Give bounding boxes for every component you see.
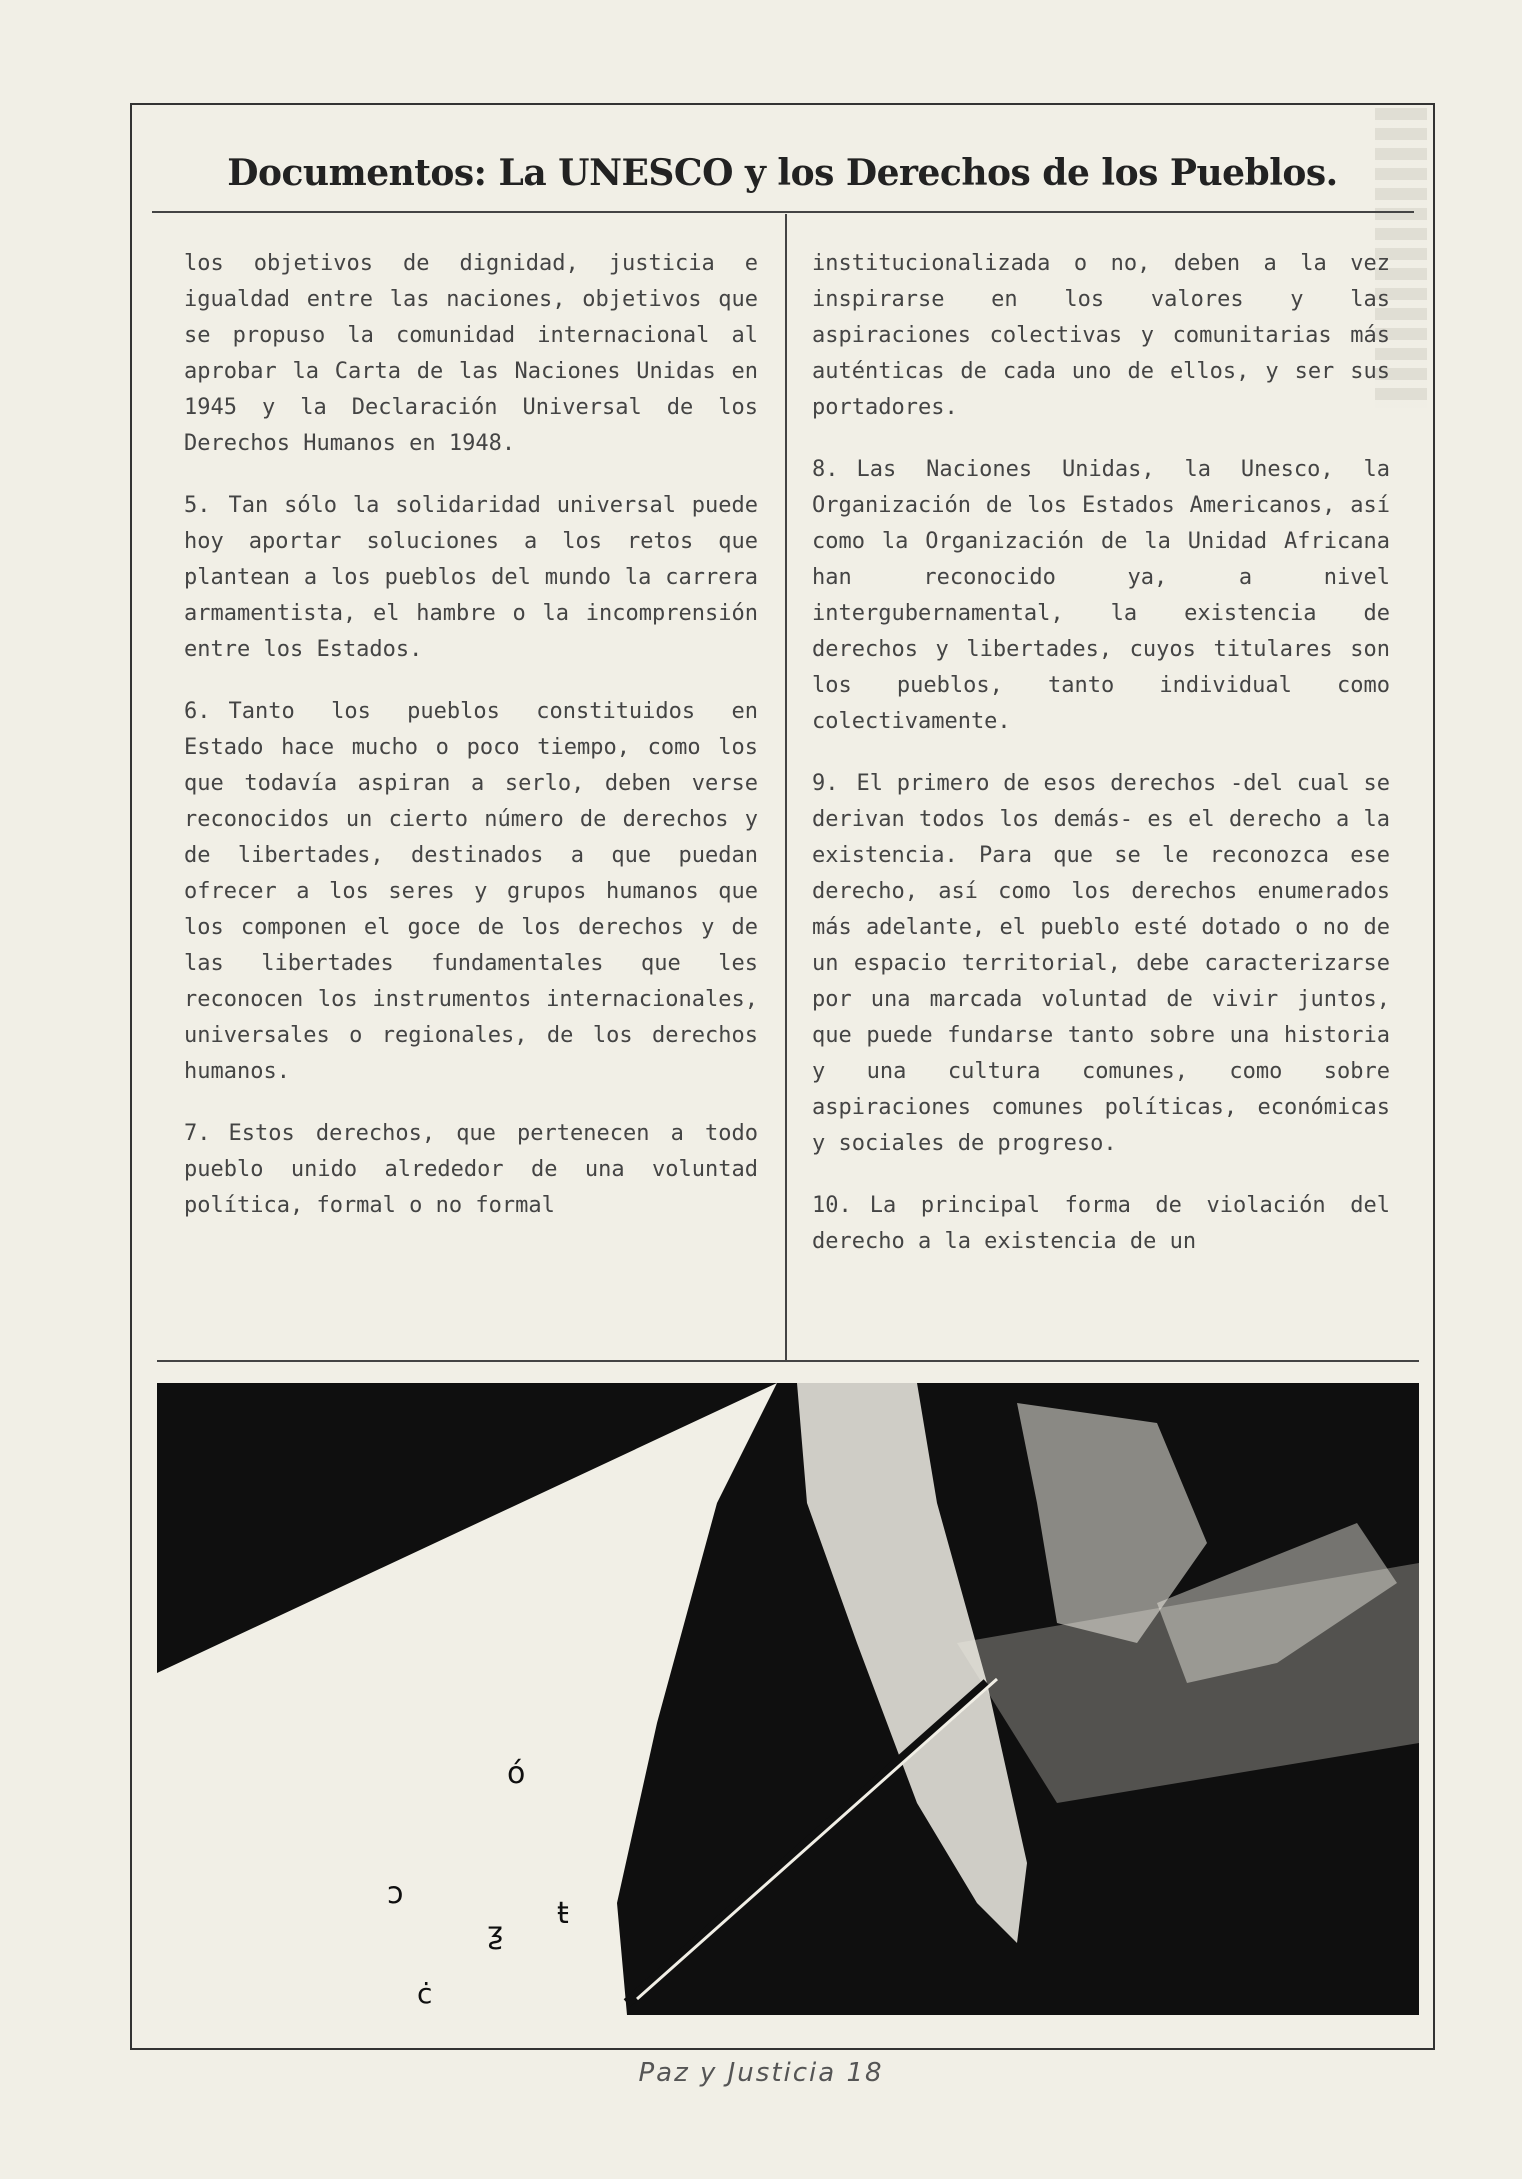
handwriting-mark: ƺ [487,1916,503,1951]
paragraph-text: Tan sólo la solidaridad universal puede hoy aportar soluciones a los retos que plantean a los pueblos del mundo la carrera armamentista, el hambre o la incomprensión entre los Estados. [184,493,758,662]
paragraph-7 [184,1116,758,1224]
handwriting-mark: ŧ [557,1896,569,1931]
paragraph-number: 10. [812,1193,852,1218]
paragraph-text: Las Naciones Unidas, la Unesco, la Organización de los Estados Americanos, así como la Organización de la Unidad Africana han reconocido ya, a nivel intergubernamental, la existencia de derechos y libertades, cuyos titulares son los pueblos, tanto individual como colectivamente. [812,457,1390,734]
handwriting-mark: ó [507,1756,526,1791]
title-rule [152,211,1414,213]
column-divider [785,214,787,1362]
handwriting-mark: ċ [417,1977,433,2010]
paragraph-number: 6. [184,699,211,724]
paragraph-8 [812,452,1390,740]
halftone-photo [157,1383,1419,2015]
paragraph-number: 5. [184,493,211,518]
paragraph-continuation: institucionalizada o no, deben a la vez inspirarse en los valores y las aspiraciones colectivas y comunitarias más auténticas de cada uno de ellos, y ser sus portadores. [812,251,1390,420]
page-footer: Paz y Justicia 18 [638,2058,884,2088]
paragraph-number: 9. [812,771,839,796]
right-column [812,246,1390,1286]
paragraph-text: Tanto los pueblos constituidos en Estado hace mucho o poco tiempo, como los que todavía aspiran a serlo, deben verse reconocidos un cierto número de derechos y de libertades, destinados a que puedan ofrecer a los seres y grupos humanos que los componen el goce de los derechos y de las libertades fundamentales que les reconocen los instrumentos internacionales, universales o regionales, de los derechos humanos. [184,699,758,1084]
paragraph-number: 7. [184,1121,211,1146]
paragraph-intro: los objetivos de dignidad, justicia e igualdad entre las naciones, objetivos que se propuso la comunidad internacional al aprobar la Carta de las Naciones Unidas en 1945 y la Declaración Universal de los Derechos Humanos en 1948. [184,251,758,456]
paragraph-9 [812,766,1390,1162]
section-rule [157,1360,1419,1362]
handwriting-mark: ɔ [387,1876,404,1911]
paragraph-number: 8. [812,457,839,482]
paragraph-text: Estos derechos, que pertenecen a todo pueblo unido alrededor de una voluntad política, formal o no formal [184,1121,758,1218]
paragraph-6 [184,694,758,1090]
paragraph-text: La principal forma de violación del derecho a la existencia de un [812,1193,1390,1254]
paragraph-text: El primero de esos derechos -del cual se derivan todos los demás- es el derecho a la existencia. Para que se le reconozca ese derecho, así como los derechos enumerados más adelante, el pueblo esté dotado o no de un espacio territorial, debe caracterizarse por una marcada voluntad de vivir juntos, que puede fundarse tanto sobre una historia y una cultura comunes, como sobre aspiraciones comunes políticas, económicas y sociales de progreso. [812,771,1390,1156]
left-column [184,246,758,1250]
paragraph-10 [812,1188,1390,1260]
photo-illustration [157,1383,1419,2015]
page-title: Documentos: La UNESCO y los Derechos de los Pueblos. [227,152,1338,194]
paragraph-5 [184,488,758,668]
